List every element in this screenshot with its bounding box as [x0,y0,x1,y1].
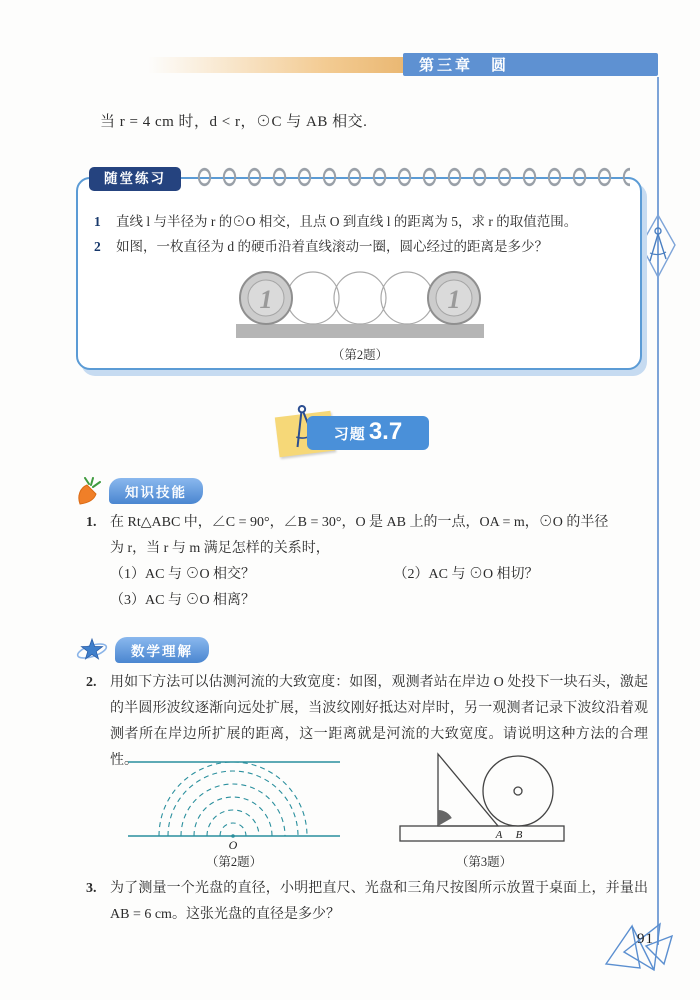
figure-3-caption: （第3题） [455,855,513,869]
track-bar [236,324,484,338]
river-ripples-figure [128,756,340,850]
understanding-badge-label: 数学理解 [115,637,209,663]
practice-tab: 随堂练习 [89,167,181,191]
exercise-title [307,416,429,450]
item-3-text: 为了测量一个光盘的直径，小明把直尺、光盘和三角尺按图所示放置于桌面上，并量出 AB = 6 cm。这张光盘的直径是多少？ [110,881,648,922]
item-2-number: 2. [86,675,97,690]
practice-item-2 [94,234,626,259]
practice-item-2-text: 如图，一枚直径为 d 的硬币沿着直线滚动一圈，圆心经过的距离是多少？ [116,239,548,254]
exercise-item-1 [86,510,646,614]
svg-text:1: 1 [447,285,461,314]
skills-badge [76,477,203,505]
figure-2-caption: （第2题） [205,855,263,869]
page-number: 91 [637,931,654,947]
item-2-text: 用如下方法可以估测河流的大致宽度：如图，观测者站在岸边 O 处投下一块石头，激起的半圆形波纹逐渐向远处扩展，当波纹刚好抵达对岸时，另一观测者记录下波纹沿着观测者所在岸边所扩展的距离，这一距离就是河流的大致宽度。请说明这种方法的合理性。 [110,675,648,768]
item-1-questions-row [110,562,646,588]
exercise-prefix: 习题 [333,426,366,443]
practice-box [76,177,642,370]
star-icon [76,636,108,664]
item-1-body [110,510,646,614]
ripple-arcs [159,762,307,836]
intro-sentence: 当 r = 4 cm 时，d < r，⊙C 与 AB 相交. [100,114,368,130]
exercise-banner [275,408,435,460]
point-A-label: A [495,829,503,841]
exercise-item-3 [86,876,648,928]
disc-measure-figure [398,748,570,850]
question-2: （2）AC 与 ⊙O 相切？ [393,567,539,582]
compass-ornament-icon [639,213,677,281]
point-O-label: O [228,838,238,850]
chapter-title: 第三章 圆 [419,57,510,74]
practice-item-1-text: 直线 l 与半径为 r 的⊙O 相交，且点 O 到直线 l 的距离为 5，求 r 的取值范围。 [116,214,578,229]
item-1-number: 1. [86,515,97,530]
spiral-binding-icon [192,164,630,190]
disc-center [514,787,522,795]
question-3: （3）AC 与 ⊙O 相离？ [110,593,256,608]
question-1: （1）AC 与 ⊙O 相交？ [110,567,256,582]
angle-mark [438,810,452,826]
skills-badge-label: 知识技能 [109,478,203,504]
rolling-circles [287,272,433,324]
item-1-line-2: 为 r，当 r 与 m 满足怎样的关系时， [110,541,330,556]
practice-item-1-number: 1 [94,214,101,229]
practice-item-2-number: 2 [94,239,101,254]
page-edge-rule [657,77,659,945]
disc [483,756,553,826]
coin-rolling-figure [230,264,490,342]
coin-left-icon [240,272,292,324]
practice-figure-caption: （第2题） [331,348,389,362]
ruler [400,826,564,841]
carrot-icon [76,477,102,505]
chapter-banner [403,53,658,76]
practice-item-1 [94,209,626,234]
header-gradient-bar [148,57,403,73]
exercise-number: 3.7 [368,418,403,445]
svg-text:1: 1 [259,285,273,314]
point-B-label: B [515,829,523,841]
item-1-line-1: 在 Rt△ABC 中，∠C = 90°，∠B = 30°，O 是 AB 上的一点，OA = m，⊙O 的半径 [110,515,609,530]
coin-right-icon [428,272,480,324]
understanding-badge [76,636,209,664]
item-3-number: 3. [86,881,97,896]
